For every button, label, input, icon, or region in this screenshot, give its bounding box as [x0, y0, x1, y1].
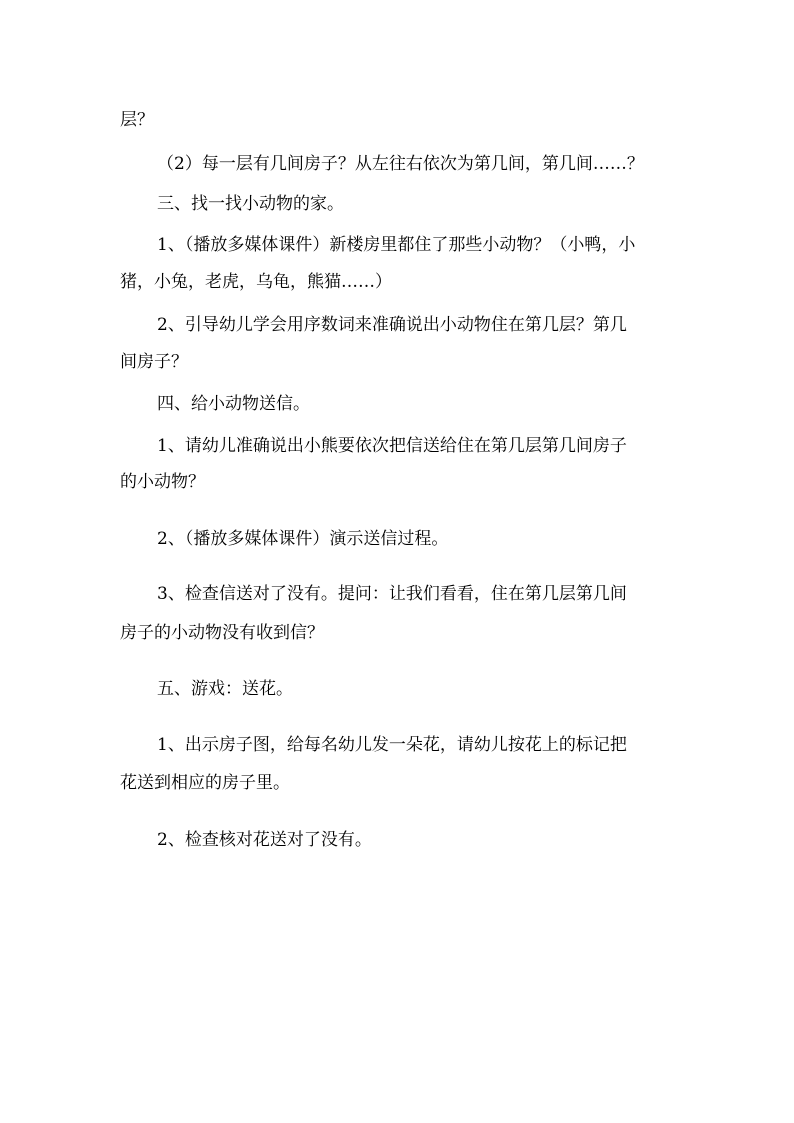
text-line: 猪，小兔，老虎，乌龟，熊猫……） [120, 272, 392, 292]
section-heading: 四、给小动物送信。 [157, 394, 310, 414]
text-line: （2）每一层有几间房子？从左往右依次为第几间，第几间……？ [157, 154, 644, 174]
text-line: 的小动物？ [120, 472, 205, 492]
section-heading: 五、游戏：送花。 [157, 679, 293, 699]
text-line: 1、请幼儿准确说出小熊要依次把信送给住在第几层第几间房子 [157, 436, 627, 456]
text-line: 2、引导幼儿学会用序数词来准确说出小动物住在第几层？第几 [157, 315, 627, 335]
text-line: 房子的小动物没有收到信？ [120, 623, 324, 643]
text-line: 2、（播放多媒体课件）演示送信过程。 [157, 529, 449, 549]
text-line: 2、检查核对花送对了没有。 [157, 830, 372, 850]
text-line: 层？ [120, 110, 154, 130]
section-heading: 三、找一找小动物的家。 [157, 194, 344, 214]
text-line: 间房子？ [120, 352, 188, 372]
text-line: 3、检查信送对了没有。提问：让我们看看，住在第几层第几间 [157, 584, 627, 604]
text-line: 1、出示房子图，给每名幼儿发一朵花，请幼儿按花上的标记把 [157, 735, 627, 755]
text-line: 1、（播放多媒体课件）新楼房里都住了那些小动物？（小鸭，小 [157, 235, 636, 255]
text-line: 花送到相应的房子里。 [120, 773, 290, 793]
